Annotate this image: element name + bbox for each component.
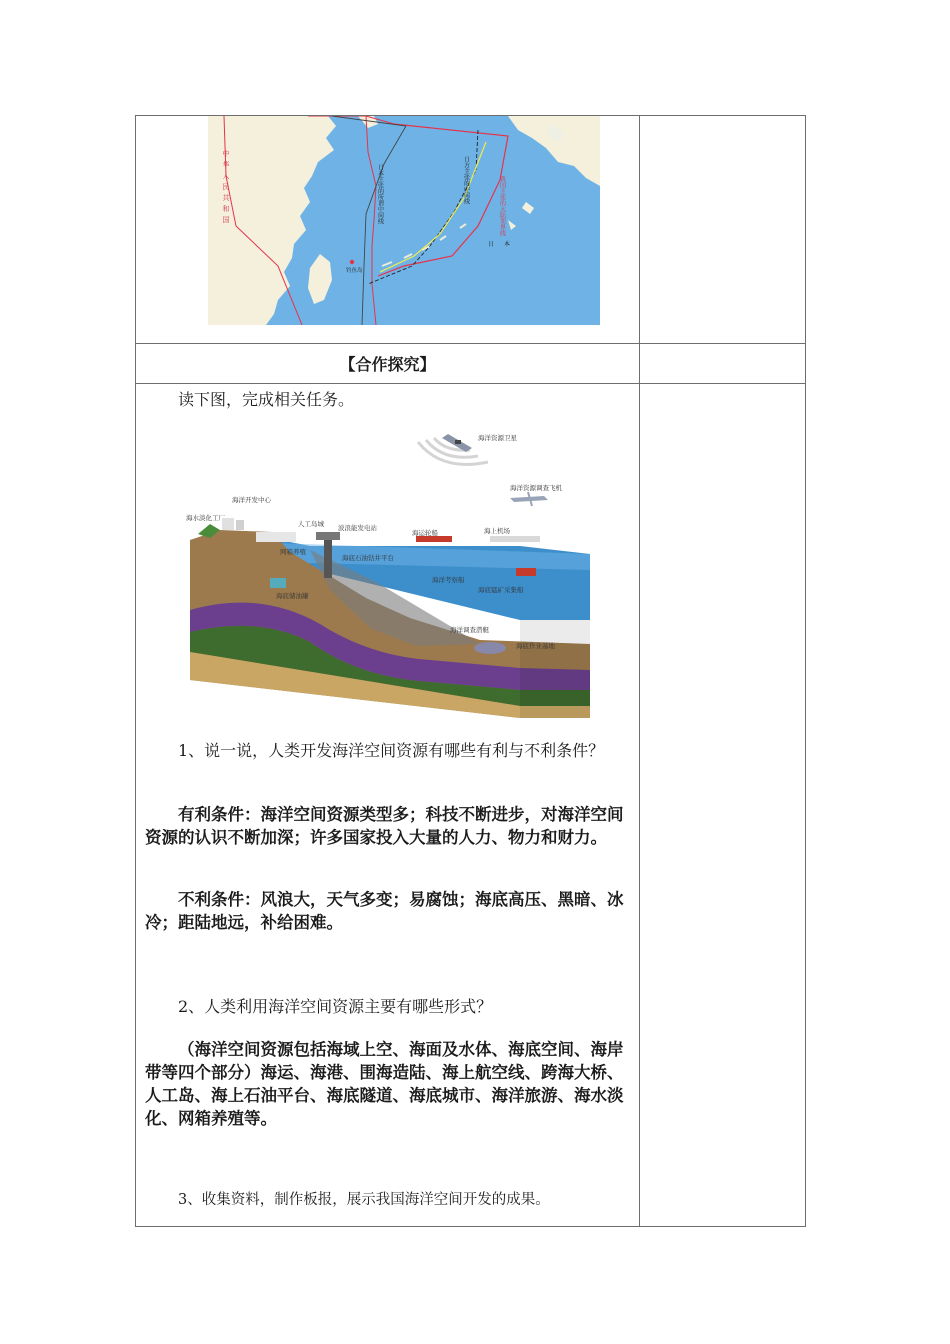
table-column-divider — [639, 115, 640, 1227]
diagram-label-desal: 海水淡化工厂 — [186, 514, 225, 522]
map-line2-label: 日方主张的中间线 — [462, 156, 470, 204]
diagram-label-oil-platform: 海底石油钻井平台 — [342, 554, 394, 562]
diagram-label-base: 海底作业基地 — [516, 642, 555, 650]
map-china-label: 中华人民共和国 — [222, 150, 230, 227]
question-2: 2、人类利用海洋空间资源主要有哪些形式？ — [178, 997, 493, 1016]
diagram-label-ship: 海运轮船 — [412, 529, 438, 537]
diagram-label-sub-ship: 海洋考察船 — [432, 576, 465, 584]
diagram-label-mining-ship: 海底锰矿采集船 — [478, 586, 524, 594]
diagram-label-dev-center: 海洋开发中心 — [232, 496, 271, 504]
diagram-label-wave-power: 波浪能发电站 — [338, 524, 377, 532]
table-row-divider — [135, 383, 806, 384]
east-china-sea-map — [208, 116, 600, 325]
question-1: 1、说一说，人类开发海洋空间资源有哪些有利与不利条件？ — [178, 741, 605, 760]
map-line1-label: 日本主张的所谓中间线 — [376, 164, 384, 224]
map-line3-label: 我国主张的大陆架界线 — [498, 176, 506, 236]
table-border-right — [805, 115, 806, 1227]
intro-text: 读下图，完成相关任务。 — [178, 390, 355, 409]
table-border-left — [135, 115, 136, 1227]
question-3: 3、收集资料，制作板报，展示我国海洋空间开发的成果。 — [178, 1192, 550, 1208]
answer-1-favorable: 有利条件：海洋空间资源类型多；科技不断进步，对海洋空间资源的认识不断加深；许多国家投入大量的人力、物力和财力。 — [145, 805, 624, 847]
section-title: 【合作探究】 — [339, 354, 436, 374]
ocean-resources-diagram — [180, 420, 600, 720]
map-island-label: 钓鱼岛 — [346, 268, 363, 274]
diagram-label-airport: 海上机场 — [484, 527, 510, 535]
diagram-label-plane: 海洋资源调查飞机 — [510, 484, 562, 492]
answer-2: （海洋空间资源包括海域上空、海面及水体、海底空间、海岸带等四个部分）海运、海港、围海造陆、海上航空线、跨海大桥、人工岛、海上石油平台、海底隧道、海底城市、海洋旅游、海水淡化、网箱养殖等。 — [145, 1040, 624, 1128]
diagram-label-satellite: 海洋资源卫星 — [478, 434, 517, 442]
diagram-label-island-city: 人工岛城 — [298, 520, 324, 528]
map-japan-label: 日本 — [488, 241, 521, 248]
table-border-bottom — [135, 1226, 806, 1227]
diagram-label-oil-storage: 海底储油罐 — [276, 592, 309, 600]
diagram-label-cage: 网箱养殖 — [280, 548, 306, 556]
diagram-label-submarine: 海洋调查潜艇 — [450, 626, 489, 634]
answer-1-unfavorable: 不利条件：风浪大，天气多变；易腐蚀；海底高压、黑暗、冰冷；距陆地远，补给困难。 — [145, 890, 624, 932]
